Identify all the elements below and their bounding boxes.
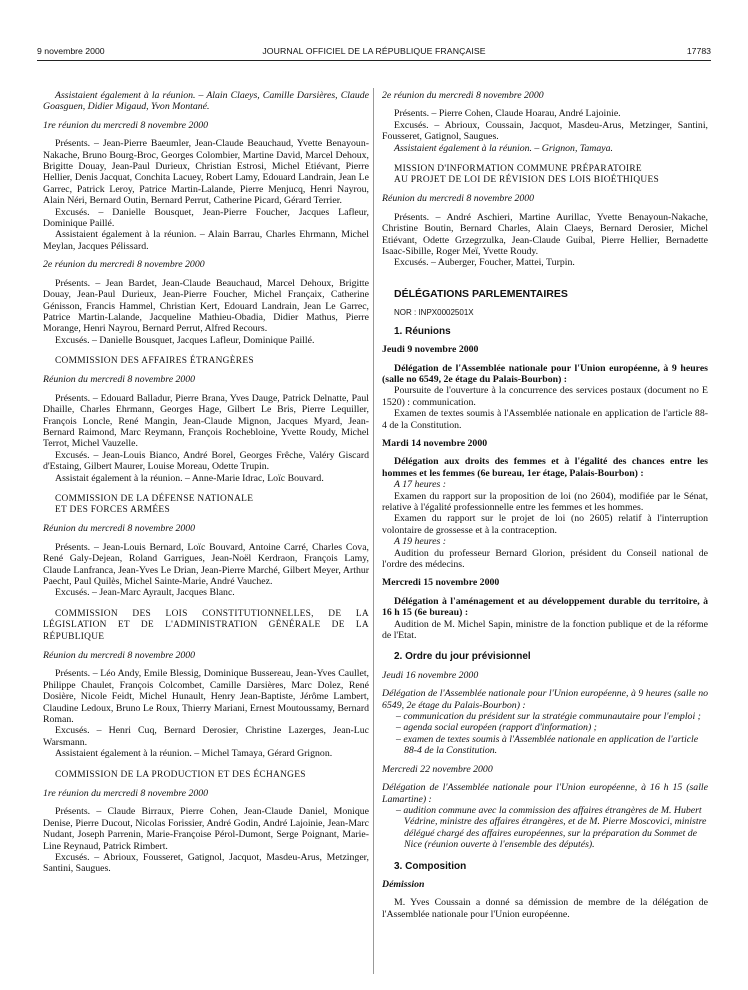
page-header [37, 46, 711, 58]
sub-heading: Démission [382, 878, 425, 890]
commission-heading: COMMISSION DE LA DÉFENSE NATIONALE [55, 493, 254, 504]
column-divider [373, 88, 374, 974]
paragraph: Excusés. – Auberger, Foucher, Mattei, Turpin. [394, 257, 575, 269]
mission-heading: MISSION D'INFORMATION COMMUNE PRÉPARATOIRE [394, 164, 642, 175]
paragraph: Présents. – Claude Birraux, Pierre Cohen, Jean-Claude Daniel, Monique Denise, Pierre Ducout, Nicolas Forissier, André Godin, André Lajoinie, Jean-Marc Nudant, Joseph Parrenin, Marie-Françoise Pérol-Dumont, Serge Poignant, Marie-Line Reynaud, Patrick Rimbert. [43, 806, 369, 852]
subsection-title: 1. Réunions [394, 325, 451, 337]
paragraph: Présents. – Jean Bardet, Jean-Claude Beauchaud, Marcel Dehoux, Brigitte Douay, Jean-Paul Durieux, Jean-Pierre Foucher, Michel Françaix, Catherine Génisson, Francis Hammel, Christian Kert, Edouard Landrain, Jean Le Garrec, Patrice Martin-Lalande, Jacqueline Mathieu-Obadia, Didier Mathus, Pierre Morange, Henri Nayrou, Bernard Perrut, Alfred Recours. [43, 277, 369, 335]
date-heading: Jeudi 16 novembre 2000 [382, 669, 479, 681]
meeting-heading: 2e réunion du mercredi 8 novembre 2000 [382, 90, 544, 101]
paragraph: Excusés. – Danielle Bousquet, Jacques Lafleur, Dominique Paillé. [55, 334, 315, 346]
paragraph: M. Yves Coussain a donné sa démission de membre de la délégation de l'Assemblée nationale pour l'Union européenne. [382, 897, 708, 920]
left-column [43, 90, 369, 875]
paragraph: Assistait également à la réunion. – Anne-Marie Idrac, Loïc Bouvard. [55, 472, 324, 484]
paragraph: A 17 heures : [394, 479, 446, 491]
commission-heading: ET DES FORCES ARMÉES [55, 505, 170, 516]
meeting-heading: Réunion du mercredi 8 novembre 2000 [43, 650, 196, 662]
paragraph: Présents. – Léo Andy, Emile Blessig, Dominique Bussereau, Jean-Yves Caullet, Philippe Chaulet, François Colcombet, Camille Darsières, Marc Dolez, René Dosière, Nicole Feidt, Michel Hunault, Henry Jean-Baptiste, Jérôme Lambert, Claudine Ledoux, Bruno Le Roux, Thierry Mariani, Ernest Moutoussamy, Bernard Roman. [43, 668, 369, 726]
paragraph: Présents. – André Aschieri, Martine Aurillac, Yvette Benayoun-Nakache, Christine Boutin, Bernard Charles, Alain Claeys, Bernard Derosier, Michel Etiévant, Odette Grzegrzulka, Jean-Claude Guibal, Pierre Hellier, Bernadette Isaac-Sibille, Roger Meï, Yvette Roudy. [382, 211, 708, 258]
paragraph: Délégation de l'Assemblée nationale pour l'Union européenne, à 9 heures (salle no 6549, 2e étage du Palais-Bourbon) : [382, 362, 708, 385]
paragraph: A 19 heures : [394, 536, 446, 548]
list-item: – audition commune avec la commission des affaires étrangères de M. Hubert Védrine, ministre des affaires étrangères, et de M. Pierre Moscovici, ministre délégué chargé des affaires européennes, sur la préparation du Sommet de Nice (réunion ouverte à l'ensemble des députés). [396, 805, 708, 851]
paragraph: Délégation de l'Assemblée nationale pour l'Union européenne, à 9 heures (salle no 6549, 2e étage du Palais-Bourbon) : [382, 688, 708, 711]
agenda-list [382, 805, 708, 851]
paragraph: Assistaient également à la réunion. – Alain Claeys, Camille Darsières, Claude Goasguen, Didier Migaud, Yvon Montané. [43, 90, 369, 113]
commission-heading: COMMISSION DE LA PRODUCTION ET DES ÉCHANGES [55, 769, 306, 780]
commission-heading: COMMISSION DES LOIS CONSTITUTIONNELLES, DE LA LÉGISLATION ET DE L'ADMINISTRATION GÉNÉRALE DE LA RÉPUBLIQUE [43, 608, 369, 642]
subsection-title: 3. Composition [394, 860, 467, 872]
commission-heading: COMMISSION DES AFFAIRES ÉTRANGÈRES [55, 356, 254, 367]
meeting-heading: Réunion du mercredi 8 novembre 2000 [382, 193, 535, 205]
paragraph: Examen du rapport sur le projet de loi (no 2605) relatif à l'interruption volontaire de grossesse et à la contraception. [382, 513, 708, 536]
paragraph: Présents. – Edouard Balladur, Pierre Brana, Yves Dauge, Patrick Delnatte, Paul Dhaille, Charles Ehrmann, Georges Hage, Gilbert Le Bris, Pierre Lequiller, François Loncle, René Mangin, Jean-Claude Mignon, Jacques Myard, Jean-Bernard Raimond, Marc Reymann, François Rochebloine, Yvette Roudy, Michel Terrot, Michel Vauzelle. [43, 392, 369, 450]
paragraph: Délégation de l'Assemblée nationale pour l'Union européenne, à 16 h 15 (salle Lamartine) : [382, 782, 708, 805]
date-heading: Mercredi 15 novembre 2000 [382, 577, 500, 589]
header-page-number: 17783 [686, 46, 711, 56]
agenda-list [382, 711, 708, 757]
list-item: – examen de textes soumis à l'Assemblée nationale en application de l'article 88-4 de la Constitution. [396, 734, 708, 757]
nor-reference: NOR : INPX0002501X [394, 308, 474, 318]
meeting-heading: 1re réunion du mercredi 8 novembre 2000 [43, 119, 209, 131]
paragraph: Délégation à l'aménagement et au développement durable du territoire, à 16 h 15 (6e bureau) : [382, 595, 708, 619]
date-heading: Mercredi 22 novembre 2000 [382, 763, 493, 775]
header-date: 9 novembre 2000 [37, 46, 105, 56]
meeting-heading: Réunion du mercredi 8 novembre 2000 [43, 374, 196, 386]
list-item: – agenda social européen (rapport d'information) ; [396, 722, 708, 733]
paragraph: Présents. – Pierre Cohen, Claude Hoarau, André Lajoinie. [394, 108, 621, 120]
paragraph: Examen de textes soumis à l'Assemblée nationale en application de l'article 88-4 de la Constitution. [382, 408, 708, 431]
paragraph: Poursuite de l'ouverture à la concurrence des services postaux (document no E 1520) : communication. [382, 385, 708, 408]
date-heading: Mardi 14 novembre 2000 [382, 437, 488, 449]
right-column [382, 90, 708, 920]
paragraph: Excusés. – Danielle Bousquet, Jean-Pierre Foucher, Jacques Lafleur, Dominique Paillé. [43, 206, 369, 230]
meeting-heading: 1re réunion du mercredi 8 novembre 2000 [43, 787, 209, 799]
mission-heading: AU PROJET DE LOI DE RÉVISION DES LOIS BIOÉTHIQUES [394, 175, 660, 186]
paragraph: Excusés. – Abrioux, Coussain, Jacquot, Masdeu-Arus, Metzinger, Santini, Fousseret, Gatignol, Saugues. [382, 119, 708, 143]
paragraph: Présents. – Jean-Louis Bernard, Loïc Bouvard, Antoine Carré, Charles Cova, René Galy-Dejean, Roland Garrigues, Jean-Noël Kerdraon, François Lamy, Claude Lanfranca, Jean-Yves Le Drian, Jean-Pierre Marché, Gilbert Meyer, Arthur Paecht, Paul Quilès, Michel Sainte-Marie, André Vauchez. [43, 541, 369, 588]
paragraph: Assistaient également à la réunion. – Alain Barrau, Charles Ehrmann, Michel Meylan, Jacques Pélissard. [43, 229, 369, 252]
header-journal-title: JOURNAL OFFICIEL DE LA RÉPUBLIQUE FRANÇAISE [262, 46, 486, 56]
date-heading: Jeudi 9 novembre 2000 [382, 344, 479, 356]
paragraph: Excusés. – Abrioux, Fousseret, Gatignol, Jacquot, Masdeu-Arus, Metzinger, Santini, Saugues. [43, 851, 369, 875]
paragraph: Excusés. – Jean-Marc Ayrault, Jacques Blanc. [55, 587, 235, 599]
paragraph: Examen du rapport sur la proposition de loi (no 2604), modifiée par le Sénat, relative à l'égalité professionnelle entre les femmes et les hommes. [382, 490, 708, 513]
header-rule [37, 60, 711, 61]
section-title: DÉLÉGATIONS PARLEMENTAIRES [394, 287, 568, 300]
paragraph: Assistaient également à la réunion. – Grignon, Tamaya. [394, 142, 613, 154]
paragraph: Délégation aux droits des femmes et à l'égalité des chances entre les hommes et les femmes (6e bureau, 1er étage, Palais-Bourbon) : [382, 456, 708, 479]
meeting-heading: Réunion du mercredi 8 novembre 2000 [43, 523, 196, 535]
paragraph: Excusés. – Jean-Louis Bianco, André Borel, Georges Frêche, Valéry Giscard d'Estaing, Gilbert Maurer, Louise Moreau, Odette Trupin. [43, 449, 369, 473]
paragraph: Présents. – Jean-Pierre Baeumler, Jean-Claude Beauchaud, Yvette Benayoun-Nakache, Bruno Bourg-Broc, Georges Colombier, Martine David, Marcel Dehoux, Brigitte Douay, Jean-Paul Durieux, Christian Estrosi, Michel Etiévant, Pierre Hellier, Denis Jacquat, Conchita Lacuey, Robert Lamy, Edouard Landrain, Jean Le Garrec, Patrick Leroy, Patrice Martin-Lalande, Pierre Menjucq, Henri Nayrou, Alain Néri, Bernard Outin, Bernard Perrut, Catherine Picard, Gérard Terrier. [43, 138, 369, 207]
paragraph: Assistaient également à la réunion. – Michel Tamaya, Gérard Grignon. [55, 748, 333, 760]
paragraph: Excusés. – Henri Cuq, Bernard Derosier, Christine Lazerges, Jean-Luc Warsmann. [43, 725, 369, 748]
meeting-heading: 2e réunion du mercredi 8 novembre 2000 [43, 259, 205, 271]
subsection-title: 2. Ordre du jour prévisionnel [394, 651, 531, 663]
paragraph: Audition du professeur Bernard Glorion, président du Conseil national de l'ordre des médecins. [382, 547, 708, 570]
paragraph: Audition de M. Michel Sapin, ministre de la fonction publique et de la réforme de l'Etat. [382, 618, 708, 642]
list-item: – communication du président sur la stratégie communautaire pour l'emploi ; [396, 711, 708, 722]
